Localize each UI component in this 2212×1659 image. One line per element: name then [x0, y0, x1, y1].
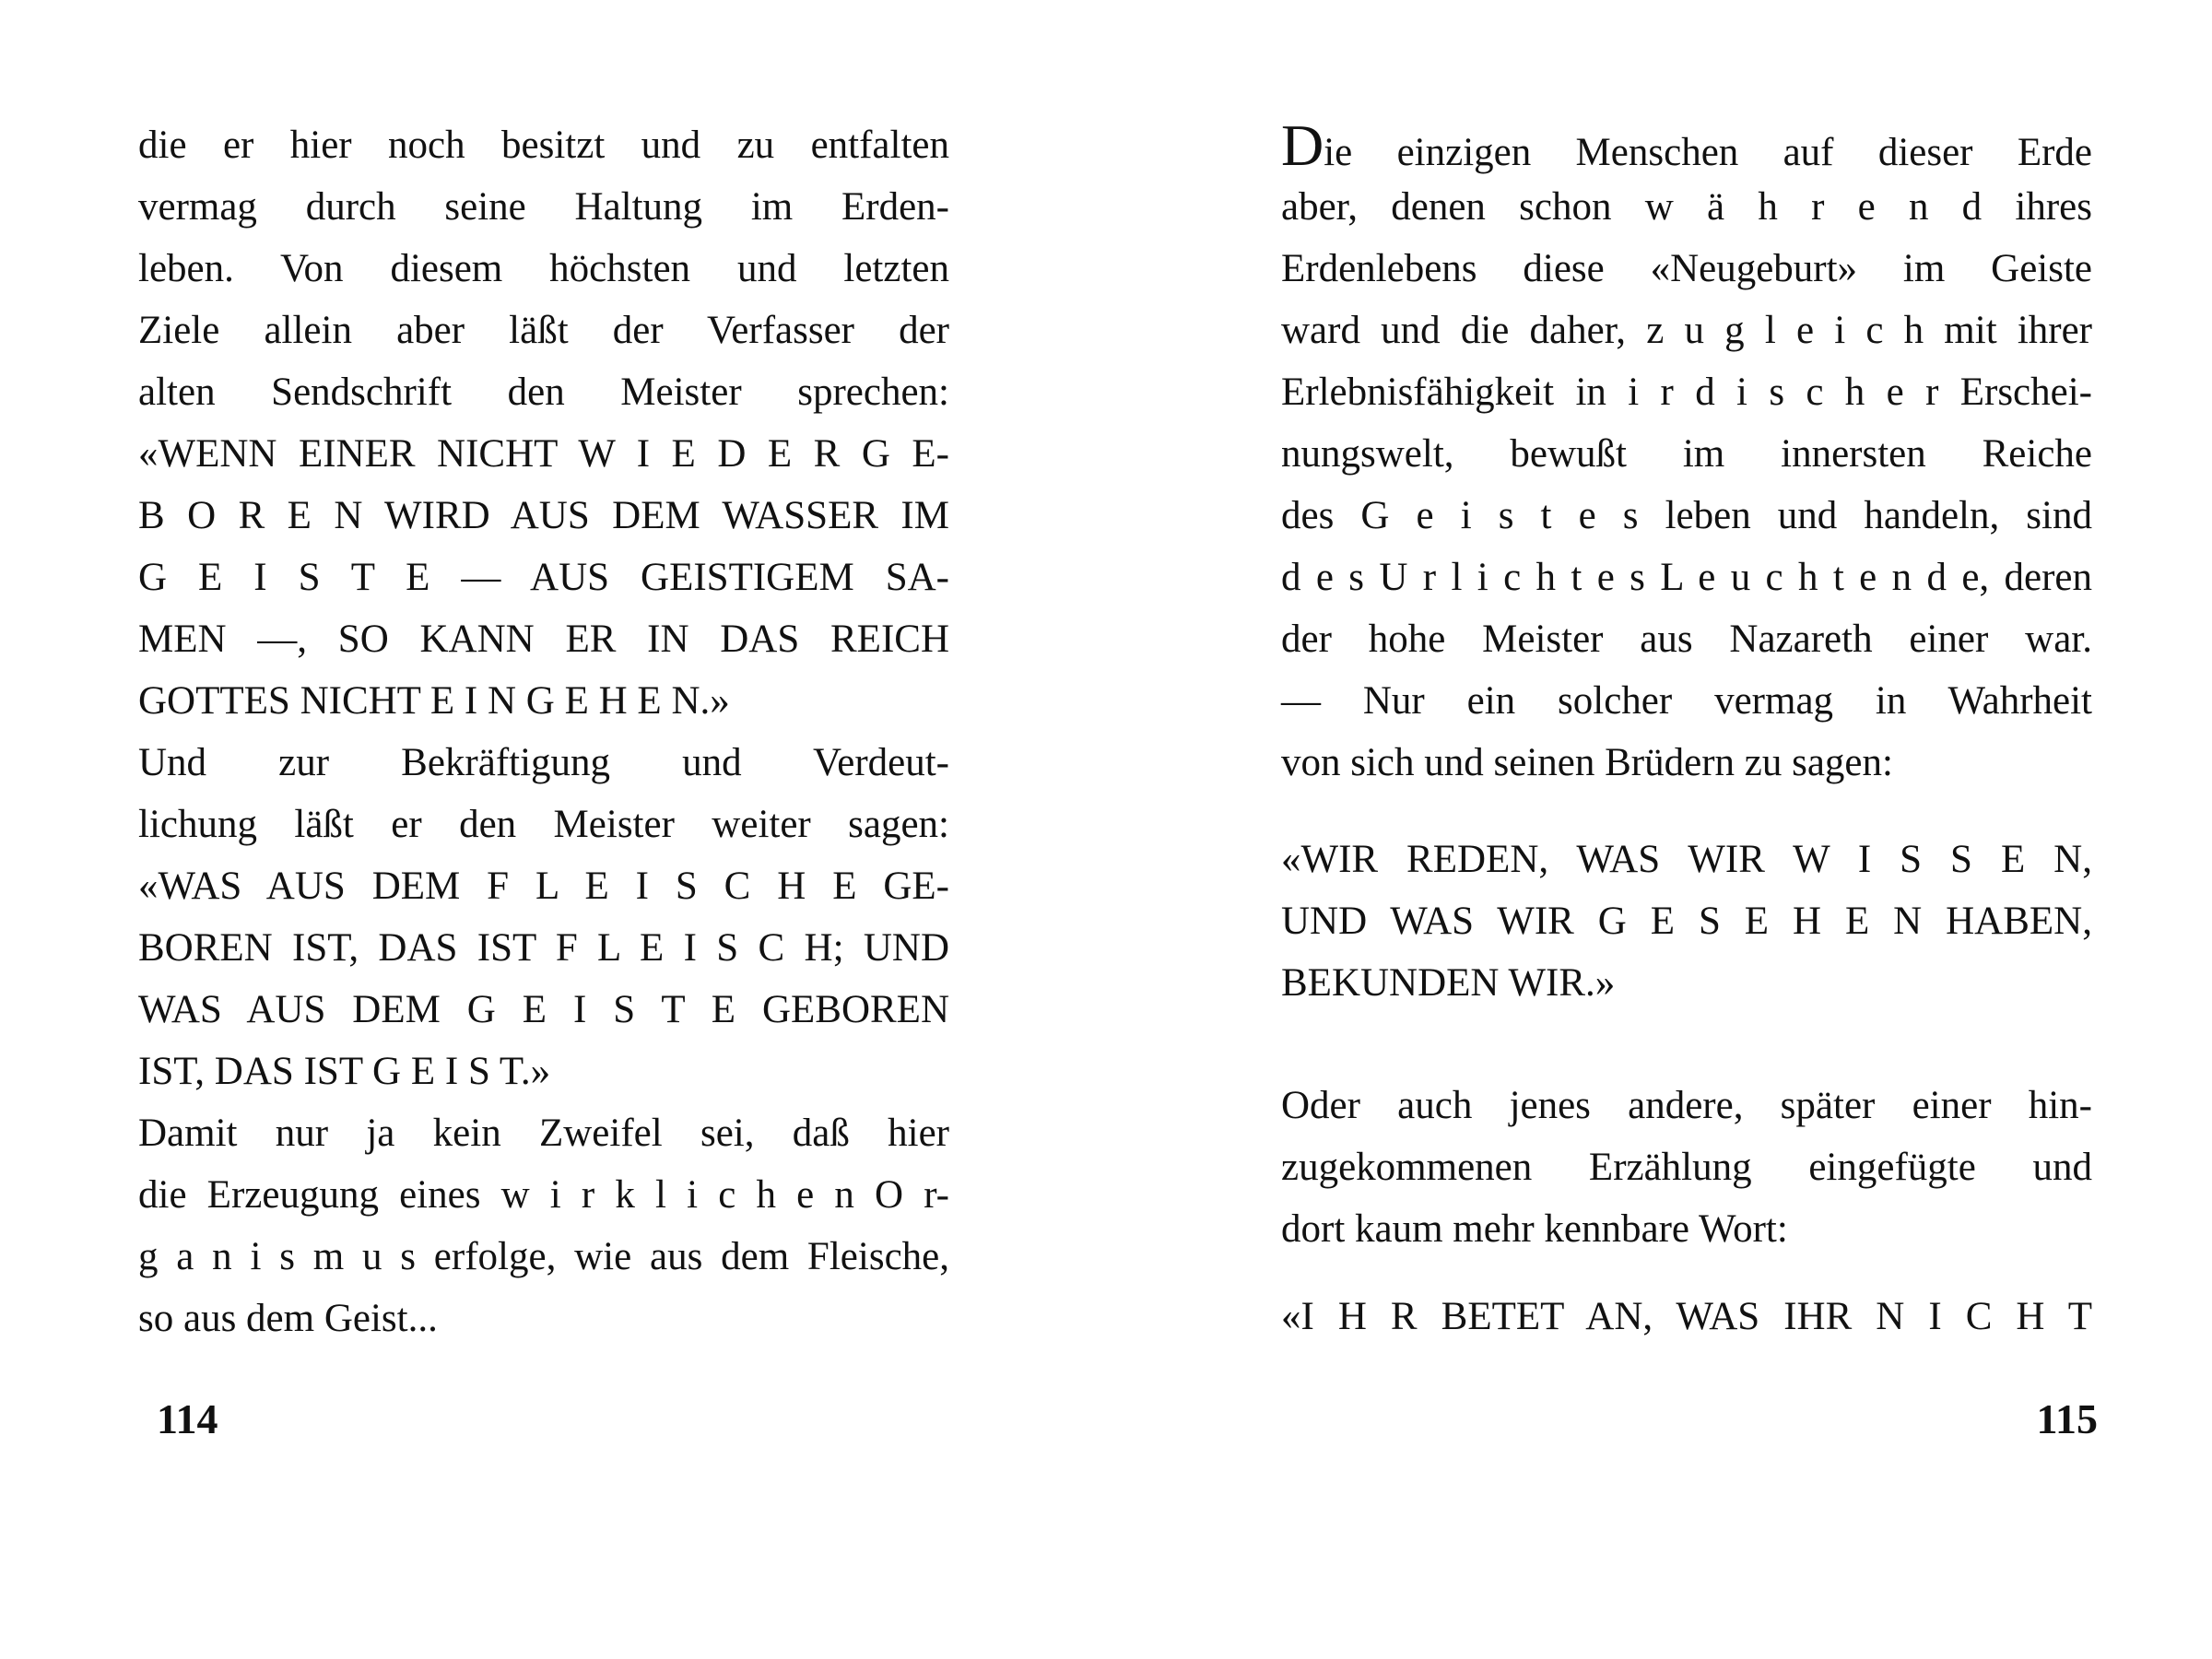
- text-line: «WIR REDEN, WAS WIR W I S S E N,: [1281, 838, 2092, 881]
- text-line: BEKUNDEN WIR.»: [1281, 961, 1616, 1005]
- text-line: UND WAS WIR G E S E H E N HABEN,: [1281, 900, 2092, 943]
- text-line: vermag durch seine Haltung im Erden-: [138, 185, 949, 229]
- text-line: aber, denen schon w ä h r e n d ihres: [1281, 185, 2092, 229]
- text-line: «WENN EINER NICHT W I E D E R G E-: [138, 432, 949, 476]
- text-line: zugekommenen Erzählung eingefügte und: [1281, 1146, 2092, 1189]
- text-line: des G e i s t e s leben und handeln, sind: [1281, 494, 2092, 537]
- text-line: die Erzeugung eines w i r k l i c h e n O r-: [138, 1173, 949, 1217]
- right-page: [1281, 0, 2098, 1659]
- text-line: IST, DAS IST G E I S T.»: [138, 1050, 551, 1093]
- text-line: Damit nur ja kein Zweifel sei, daß hier: [138, 1112, 949, 1155]
- text-line: nungswelt, bewußt im innersten Reiche: [1281, 432, 2092, 476]
- text-line: die er hier noch besitzt und zu entfalten: [138, 124, 949, 167]
- text-line: so aus dem Geist...: [138, 1297, 438, 1340]
- text-line: dort kaum mehr kennbare Wort:: [1281, 1207, 1788, 1251]
- left-page: [138, 0, 949, 1659]
- text-line: Ziele allein aber läßt der Verfasser der: [138, 309, 949, 352]
- text-line: BOREN IST, DAS IST F L E I S C H; UND: [138, 926, 949, 970]
- text-line: Oder auch jenes andere, später einer hin-: [1281, 1084, 2092, 1127]
- text-line: WAS AUS DEM G E I S T E GEBOREN: [138, 988, 949, 1031]
- page-number: 115: [2036, 1395, 2098, 1442]
- text-line: GOTTES NICHT E I N G E H E N.»: [138, 679, 730, 723]
- first-line-text: ie einzigen Menschen auf dieser Erde: [1324, 131, 2092, 174]
- text-line: Erlebnisfähigkeit in i r d i s c h e r Erschei-: [1281, 371, 2092, 414]
- text-line: «I H R BETET AN, WAS IHR N I C H T: [1281, 1295, 2092, 1338]
- text-line: B O R E N WIRD AUS DEM WASSER IM: [138, 494, 949, 537]
- text-line: von sich und seinen Brüdern zu sagen:: [1281, 741, 1893, 784]
- text-line: Und zur Bekräftigung und Verdeut-: [138, 741, 949, 784]
- text-line-first: [1281, 112, 2092, 178]
- text-line: der hohe Meister aus Nazareth einer war.: [1281, 618, 2092, 661]
- text-line: leben. Von diesem höchsten und letzten: [138, 247, 949, 290]
- text-line: alten Sendschrift den Meister sprechen:: [138, 371, 949, 414]
- text-line: MEN —, SO KANN ER IN DAS REICH: [138, 618, 949, 661]
- drop-cap: D: [1281, 112, 1324, 178]
- text-line: Erdenlebens diese «Neugeburt» im Geiste: [1281, 247, 2092, 290]
- text-line: — Nur ein solcher vermag in Wahrheit: [1281, 679, 2092, 723]
- text-line: ward und die daher, z u g l e i c h mit ihrer: [1281, 309, 2092, 352]
- text-line: lichung läßt er den Meister weiter sagen:: [138, 803, 949, 846]
- text-line: g a n i s m u s erfolge, wie aus dem Fleische,: [138, 1235, 949, 1278]
- text-line: G E I S T E — AUS GEISTIGEM SA-: [138, 556, 949, 599]
- text-line: d e s U r l i c h t e s L e u c h t e n d e, deren: [1281, 556, 2092, 599]
- page-number: 114: [157, 1395, 218, 1442]
- text-line: «WAS AUS DEM F L E I S C H E GE-: [138, 865, 949, 908]
